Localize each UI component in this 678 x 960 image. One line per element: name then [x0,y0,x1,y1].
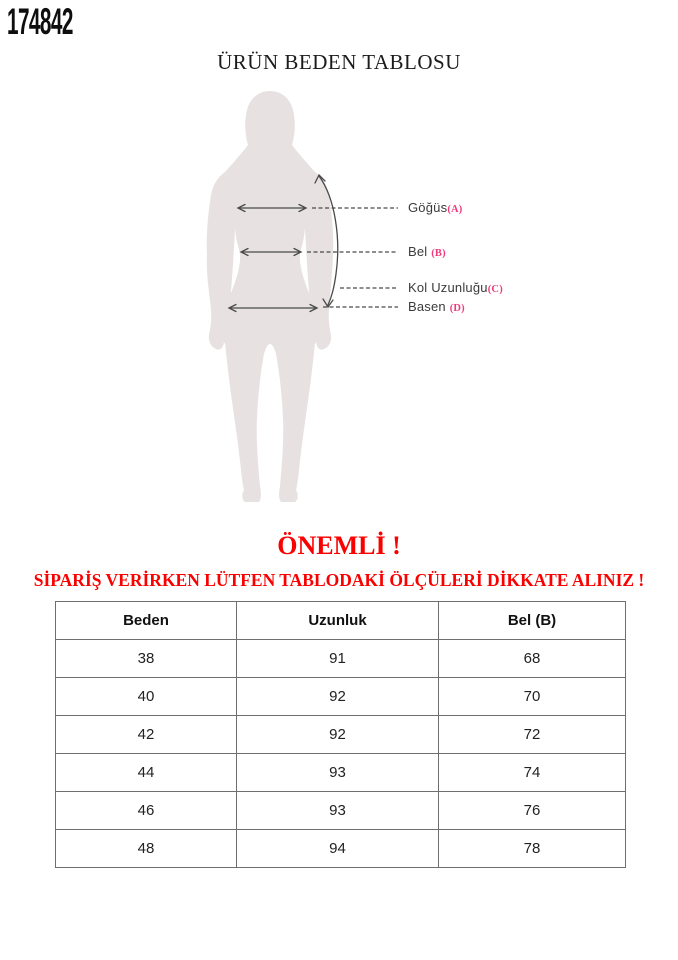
arm-length-label-text: Kol Uzunluğu [408,280,488,295]
col-header-waist: Bel (B) [439,602,626,640]
table-row [56,754,626,792]
cell-length: 94 [237,830,439,868]
cell-size: 38 [56,640,237,678]
chest-label-text: Göğüs [408,200,448,215]
hip-label-letter: (D) [449,303,465,314]
chest-label-letter: (A) [447,204,463,215]
notice-heading: ÖNEMLİ ! [277,531,401,560]
page-title: ÜRÜN BEDEN TABLOSU [217,50,461,74]
cell-waist: 72 [439,716,626,754]
cell-length: 93 [237,754,439,792]
size-table-header-row [56,602,626,640]
col-header-length: Uzunluk [237,602,439,640]
arm-length-label [408,280,503,296]
cell-size: 40 [56,678,237,716]
table-row [56,716,626,754]
cell-length: 91 [237,640,439,678]
cell-waist: 78 [439,830,626,868]
cell-waist: 68 [439,640,626,678]
size-table [55,601,626,868]
cell-length: 93 [237,792,439,830]
cell-size: 42 [56,716,237,754]
cell-size: 46 [56,792,237,830]
notice-warning: SİPARİŞ VERİRKEN LÜTFEN TABLODAKİ ÖLÇÜLERİ DİKKATE ALINIZ ! [33,570,645,590]
female-body-silhouette [207,91,334,502]
cell-length: 92 [237,678,439,716]
product-code: 174842 [7,1,73,42]
hip-label [408,299,465,315]
chest-label [408,200,463,216]
hip-label-text: Basen [408,299,450,314]
waist-label-letter: (B) [431,248,446,259]
table-row [56,640,626,678]
table-row [56,830,626,868]
cell-size: 48 [56,830,237,868]
cell-waist: 76 [439,792,626,830]
cell-length: 92 [237,716,439,754]
cell-waist: 70 [439,678,626,716]
cell-size: 44 [56,754,237,792]
col-header-size: Beden [56,602,237,640]
body-measurement-diagram [120,88,410,508]
arm-length-label-letter: (C) [487,284,503,295]
cell-waist: 74 [439,754,626,792]
table-row [56,678,626,716]
waist-label [408,244,446,260]
table-row [56,792,626,830]
waist-label-text: Bel [408,244,432,259]
